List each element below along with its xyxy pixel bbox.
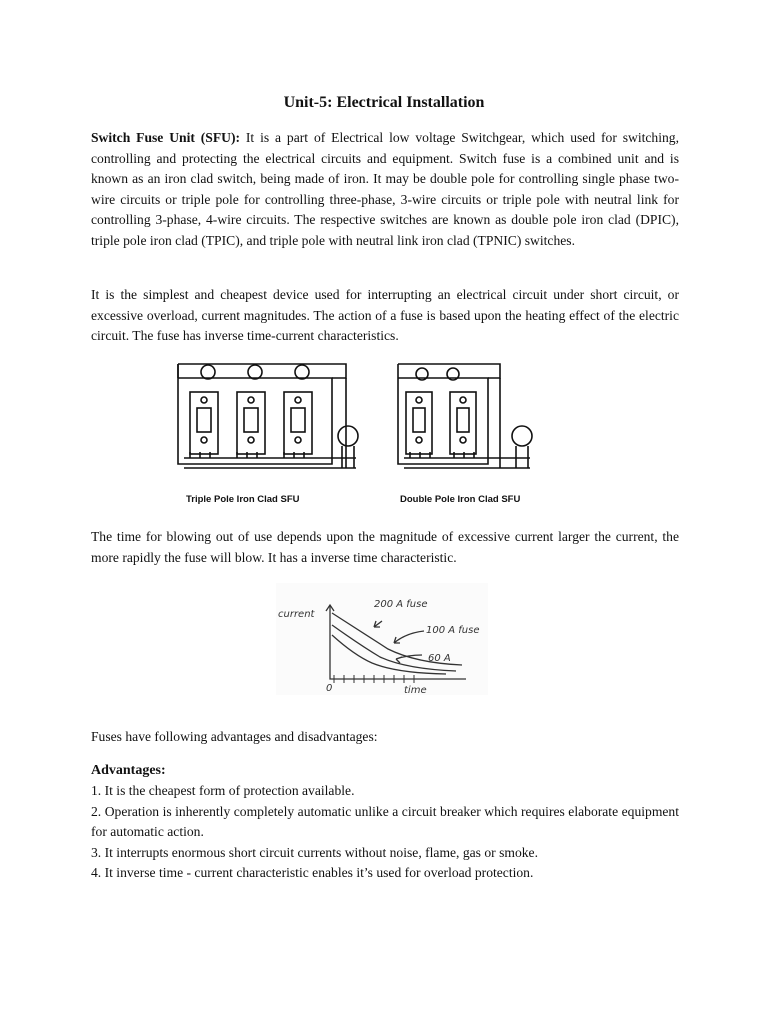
double-pole-caption: Double Pole Iron Clad SFU — [400, 494, 521, 505]
blowing-time-paragraph: The time for blowing out of use depends upon the magnitude of excessive current larger the current, the more rapidly the fuse will blow. It has a inverse time characteristic. — [91, 529, 679, 565]
graph-origin-label: 0 — [326, 683, 333, 694]
advantages-intro: Fuses have following advantages and disadvantages: — [91, 729, 378, 744]
sfu-figure — [170, 356, 542, 496]
list-item: 2. Operation is inherently completely automatic unlike a circuit breaker which requires elaborate equipment for automatic action. — [91, 803, 679, 840]
graph-label-200a: 200 A fuse — [374, 599, 428, 610]
time-current-graph — [276, 583, 488, 695]
intro-text: It is a part of Electrical low voltage Switchgear, which used for switching, controlling and protecting the electrical circuits and equipment. Switch fuse is a combined unit and is known as an iron clad switch, being made of iron. It may be double pole for controlling single phase two-wire circuits or triple pole for controlling three-phase, 3-wire circuits or triple pole with neutral link for controlling 3-phase, 4-wire circuits. The respective switches are known as double pole iron clad (DPIC), triple pole iron clad (TPIC), and triple pole with neutral link iron clad (TPNIC) switches. — [91, 130, 679, 248]
intro-paragraph — [91, 128, 679, 252]
list-item: 1. It is the cheapest form of protection available. — [91, 783, 355, 798]
triple-pole-sfu-drawing — [178, 364, 358, 468]
graph-label-60a: 60 A — [428, 653, 451, 664]
intro-term: Switch Fuse Unit (SFU): — [91, 130, 241, 145]
graph-label-100a: 100 A fuse — [426, 625, 480, 636]
list-item: 4. It inverse time - current characteristic enables it’s used for overload protection. — [91, 865, 534, 881]
triple-pole-caption: Triple Pole Iron Clad SFU — [186, 494, 300, 505]
double-pole-sfu-drawing — [398, 364, 532, 468]
graph-x-label: time — [404, 685, 427, 695]
list-item: 3. It interrupts enormous short circuit currents without noise, flame, gas or smoke. — [91, 844, 538, 860]
advantages-list — [91, 781, 679, 884]
graph-y-label: current — [278, 609, 315, 620]
advantages-heading: Advantages: — [91, 763, 166, 778]
page-title: Unit-5: Electrical Installation — [283, 94, 485, 111]
fuse-description-paragraph: It is the simplest and cheapest device used for interrupting an electrical circuit under short circuit, or excessive overload, current magnitudes. The action of a fuse is based upon the heating effect of the electric circuit. The fuse has inverse time-current characteristics. — [91, 287, 679, 344]
